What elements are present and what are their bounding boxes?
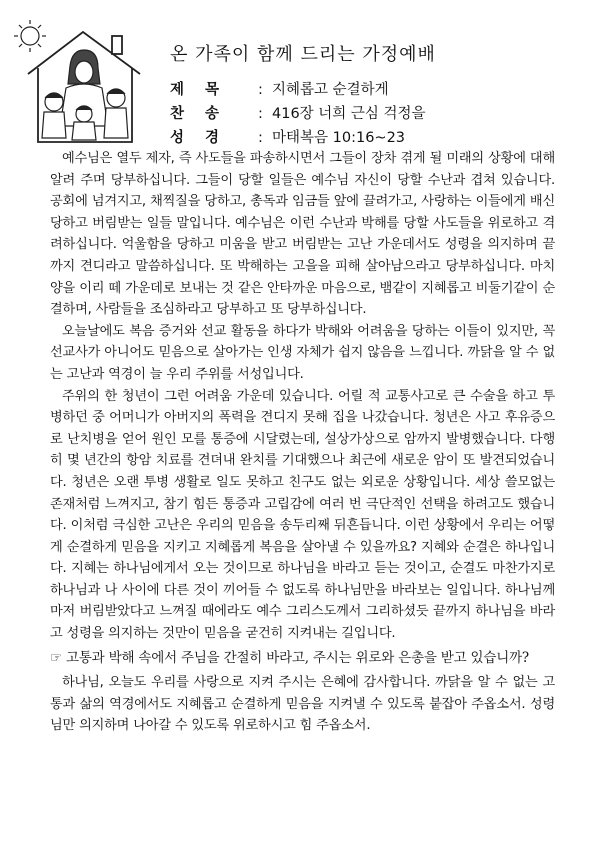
pointing-hand-icon: ☞ — [50, 649, 62, 666]
question-text: 고통과 박해 속에서 주님을 간절히 바라고, 주시는 위로와 은총을 받고 있습니까? — [66, 649, 529, 666]
service-info — [170, 78, 426, 150]
subject-label: 제 목 — [170, 82, 228, 98]
page-title: 온 가족이 함께 드리는 가정예배 — [170, 44, 436, 65]
separator: : — [258, 106, 263, 122]
separator: : — [258, 130, 263, 146]
hymn-label: 찬 송 — [170, 106, 228, 122]
scripture-label: 성 경 — [170, 130, 228, 146]
scripture-value: 마태복음 10:16~23 — [272, 130, 406, 146]
info-row-hymn — [170, 102, 426, 126]
sun-icon — [14, 20, 46, 52]
info-row-subject — [170, 78, 426, 102]
paragraph-today: 오늘날에도 복음 증거와 선교 활동을 하다가 박해와 어려움을 당하는 이들이 있지만, 꼭 선교사가 아니어도 믿음으로 살아가는 인생 자체가 쉽지 않음을 느낍니다. 까닭을 알 수 없는 고난과 역경이 늘 우리 주위를 서성입니다. — [50, 323, 555, 382]
paragraph-story: 주위의 한 청년이 그런 어려움 가운데 있습니다. 어릴 적 교통사고로 큰 수술을 하고 투병하던 중 어머니가 아버지의 폭력을 견디지 못해 집을 나갔습니다. 청년은 사고 후유증으로 난치병을 얻어 원인 모를 통증에 시달렸는데, 설상가상으로 암까지 발병했습니다. 다행히 몇 년간의 항암 치료를 견뎌내 완치를 기대했으나 최근에 새로운 암이 또 발견되었습니다. 청년은 오랜 투병 생활로 일도 못하고 친구도 없는 외로운 상황입니다. 세상 쓸모없는 존재처럼 느껴지고, 참기 힘든 통증과 고립감에 여러 번 극단적인 선택을 하려고도 했습니다. 이처럼 극심한 고난은 우리의 믿음을 송두리째 뒤흔듭니다. 이런 상황에서 우리는 어떻게 순결하게 믿음을 지키고 지혜롭게 복음을 살아낼 수 있을까요? 지혜와 순결은 하나입니다. 지혜는 하나님에게서 오는 것이므로 하나님을 바라고 듣는 것이고, 순결도 마찬가지로 하나님과 나 사이에 다른 것이 끼어들 수 없도록 하나님만을 바라보는 일입니다. 하나님께마저 버림받았다고 느껴질 때에라도 예수 그리스도께서 그리하셨듯 끝까지 하나님을 바라고 성령을 의지하는 것만이 믿음을 굳건히 지켜내는 길입니다. — [50, 388, 555, 642]
subject-value: 지혜롭고 순결하게 — [272, 82, 389, 98]
closing-prayer: 하나님, 오늘도 우리를 사랑으로 지켜 주시는 은혜에 감사합니다. 까닭을 알 수 없는 고통과 삶의 역경에서도 지혜롭고 순결하게 믿음을 지켜낼 수 있도록 붙잡아 주옵소서. 성령님만 의지하며 나아갈 수 있도록 위로하시고 힘 주옵소서. — [50, 675, 555, 734]
family-prayer-illustration — [8, 14, 158, 149]
hymn-value: 416장 너희 근심 걱정을 — [272, 106, 426, 122]
reflection-question — [50, 648, 555, 670]
separator: : — [258, 82, 263, 98]
paragraph-sermon: 예수님은 열두 제자, 즉 사도들을 파송하시면서 그들이 장차 겪게 될 미래의 상황에 대해 알려 주며 당부하십니다. 그들이 당할 일들은 예수님 자신이 당할 수난과 겹쳐 있습니다. 공회에 넘겨지고, 채찍질을 당하고, 총독과 임금들 앞에 끌려가고, 사랑하는 이들에게 배신당하고 버림받는 일들 말입니다. 예수님은 이런 수난과 박해를 당할 사도들을 위로하고 격려하십니다. 억울함을 당하고 미움을 받고 버림받는 고난 가운데서도 성령을 의지하며 끝까지 견디라고 말씀하십니다. 또 박해하는 고을을 피해 살아남으라고 당부하십니다. 마치 양을 이리 떼 가운데로 보내는 것 같은 안타까운 마음으로, 뱀같이 지혜롭고 비둘기같이 순결하며, 사람들을 조심하라고 당부하고 또 당부하십니다. — [50, 151, 555, 318]
devotional-body — [50, 148, 555, 737]
info-row-scripture — [170, 126, 426, 150]
